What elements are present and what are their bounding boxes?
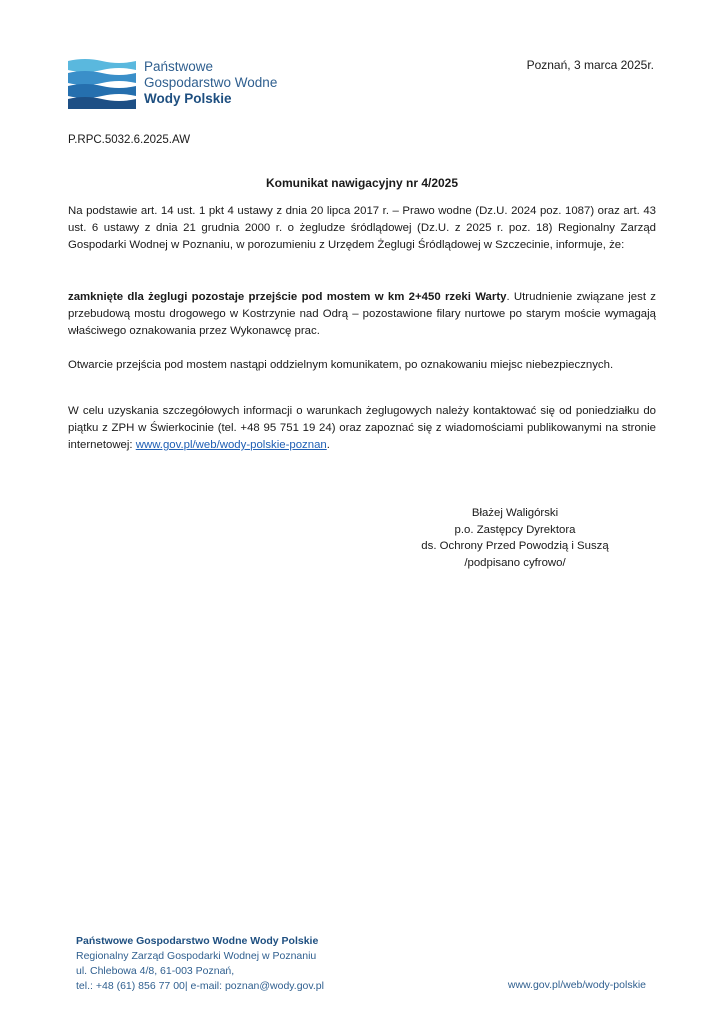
footer-info (76, 934, 324, 994)
closure-details: . Utrudnienie związane jest z przebudową mostu drogowego w Kostrzynie nad Odrą – pozostawione filary nurtowe po starym moście wymagają właściwego oznakowania przez Wykonawcę prac. (68, 291, 656, 337)
paragraph-contact (68, 403, 656, 454)
logo-line-2: Gospodarstwo Wodne (144, 75, 278, 90)
signed-note: /podpisano cyfrowo/ (464, 556, 566, 569)
footer-contact: tel.: +48 (61) 856 77 00| e-mail: poznan@wody.gov.pl (76, 980, 324, 992)
reference-number: P.RPC.5032.6.2025.AW (68, 134, 191, 146)
logo-line-3: Wody Polskie (144, 91, 232, 106)
paragraph-reopening: Otwarcie przejścia pod mostem nastąpi oddzielnym komunikatem, po oznakowaniu miejsc niebezpiecznych. (68, 359, 614, 371)
footer-url: www.gov.pl/web/wody-polskie (507, 979, 646, 991)
paragraph-legal-basis: Na podstawie art. 14 ust. 1 pkt 4 ustawy z dnia 20 lipca 2017 r. – Prawo wodne (Dz.U. 2024 poz. 1087) oraz art. 43 ust. 6 ustawy z dnia 21 grudnia 2000 r. o żegludze śródlądowej (Dz.U. z 2025 r. poz. 18) Regionalny Zarząd Gospodarki Wodnej w Poznaniu, w porozumieniu z Urzędem Żeglugi Śródlądowej w Szczecinie, informuje, że: (68, 205, 656, 251)
footer-org: Państwowe Gospodarstwo Wodne Wody Polskie (76, 935, 319, 947)
logo-text (144, 59, 277, 107)
signer-name: Błażej Waligórski (471, 507, 559, 519)
contact-end: . (326, 439, 330, 451)
website-link[interactable]: www.gov.pl/web/wody-polskie-poznan (135, 439, 327, 451)
paragraph-closure (68, 289, 656, 340)
water-waves-logo-icon (68, 57, 136, 109)
signer-department: ds. Ochrony Przed Powodzią i Suszą (421, 540, 609, 552)
contact-text: W celu uzyskania szczegółowych informacji o warunkach żeglugowych należy kontaktować się od poniedziałku do piątku z ZPH w Świerkocinie (tel. +48 95 751 19 24) oraz zapoznać się z wiadomościami publikowanymi na stronie internetowej: (68, 405, 656, 451)
organization-logo (68, 57, 277, 109)
footer-unit: Regionalny Zarząd Gospodarki Wodnej w Poznaniu (76, 950, 317, 962)
signature-block (400, 505, 630, 571)
place-date: Poznań, 3 marca 2025r. (526, 58, 654, 72)
document-title: Komunikat nawigacyjny nr 4/2025 (265, 176, 459, 190)
closure-statement: zamknięte dla żeglugi pozostaje przejście pod mostem w km 2+450 rzeki Warty (68, 291, 507, 303)
signer-position: p.o. Zastępcy Dyrektora (454, 523, 576, 536)
footer-address: ul. Chlebowa 4/8, 61-003 Poznań, (76, 965, 235, 977)
logo-line-1: Państwowe (144, 59, 214, 74)
